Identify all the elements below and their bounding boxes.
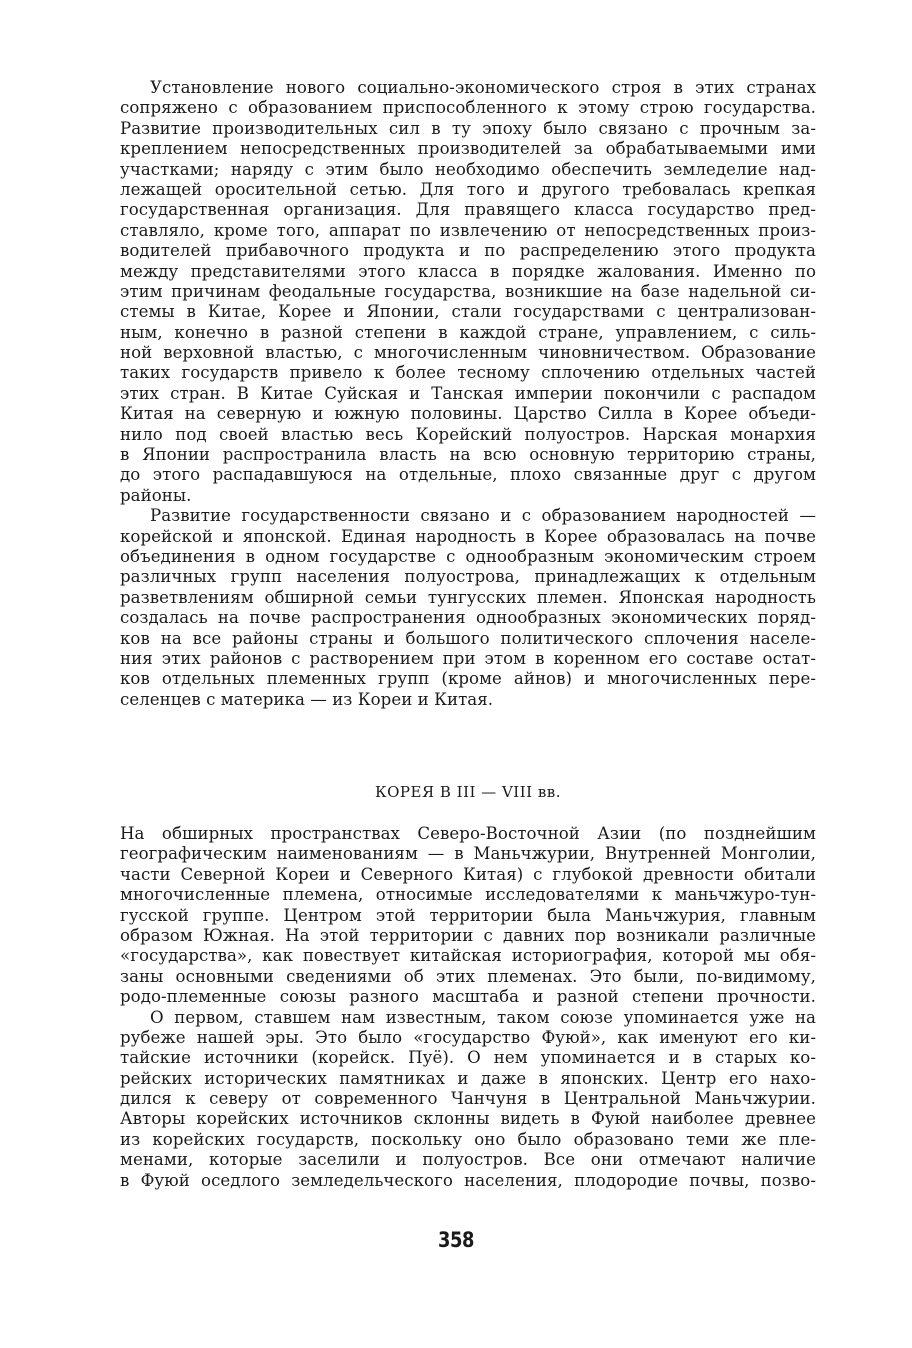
- text-line-content: объединения в одном государстве с однообразным экономическим строем: [120, 546, 816, 566]
- text-line: [120, 824, 816, 844]
- text-line-content: Развитие производительных сил в ту эпоху было связано с прочным за-: [120, 118, 816, 138]
- text-line: [120, 1069, 816, 1089]
- text-line-content: этих стран. В Китае Суйская и Танская империи покончили с распадом: [120, 383, 816, 403]
- section-heading: КОРЕЯ В III — VIII вв.: [375, 783, 561, 801]
- text-line: [120, 567, 816, 587]
- text-line-content: родо-племенные союзы разного масштаба и разной степени прочности.: [120, 987, 816, 1007]
- text-line-content: креплением непосредственных производителей за обрабатываемыми ими: [120, 139, 816, 159]
- text-line-content: разветвлениям обширной семьи тунгусских племен. Японская народность: [120, 587, 816, 607]
- text-line-content: Авторы корейских источников склонны видеть в Фуюй наиболее древнее: [120, 1109, 816, 1129]
- text-line: [120, 1028, 816, 1048]
- text-line-content: гусской группе. Центром этой территории была Маньчжурия, главным: [120, 905, 816, 925]
- page-number: 358: [438, 1228, 474, 1252]
- text-line: [120, 649, 816, 669]
- text-line: [120, 1008, 816, 1028]
- text-line: [120, 669, 816, 689]
- text-line: [120, 465, 816, 485]
- text-line: [120, 200, 816, 220]
- text-line: [120, 221, 816, 241]
- text-line: [120, 180, 816, 200]
- text-line: [120, 608, 816, 628]
- text-line-content: многочисленные племена, относимые исследователями к маньчжуро-тун-: [120, 885, 816, 905]
- text-line-content: стемы в Китае, Корее и Японии, стали государствами с централизован-: [120, 302, 816, 322]
- text-line-content: лежащей оросительной сетью. Для того и другого требовалась крепкая: [120, 179, 816, 199]
- text-line-content: заны основными сведениями об этих племенах. Это были, по-видимому,: [120, 966, 816, 986]
- paragraph: [120, 824, 816, 1008]
- text-line-content: до этого распадавшуюся на отдельные, плохо связанные друг с другом: [120, 465, 816, 485]
- text-line-content: таких государств привело к более тесному сплочению отдельных частей: [120, 363, 816, 383]
- text-line-content: корейской и японской. Единая народность в Корее образовалась на почве: [120, 526, 816, 546]
- text-line-content: между представителями этого класса в порядке жалования. Именно по: [120, 261, 816, 281]
- text-line-content: ной верховной властью, с многочисленным чиновничеством. Образование: [120, 343, 816, 363]
- text-line: [120, 486, 816, 506]
- text-line: [120, 384, 816, 404]
- text-line: [120, 282, 816, 302]
- text-line-content: в Фуюй оседлого земледельческого населения, плодородие почвы, позво-: [120, 1170, 816, 1190]
- text-line: [120, 98, 816, 118]
- text-line-content: Развитие государственности связано и с образованием народностей —: [150, 506, 816, 526]
- text-line-content: географическим наименованиям — в Маньчжурии, Внутренней Монголии,: [120, 844, 816, 864]
- section-korea: [120, 824, 816, 1191]
- text-line-content: в Японии распространила власть на всю основную территорию страны,: [120, 445, 816, 465]
- text-line-content: менами, которые заселили и полуостров. Все они отмечают наличие: [120, 1150, 816, 1170]
- text-line: [120, 844, 816, 864]
- text-line: [120, 425, 816, 445]
- text-line: [120, 119, 816, 139]
- text-line: [120, 1048, 816, 1068]
- text-line-content: ным, конечно в разной степени в каждой стране, управлением, с силь-: [120, 322, 816, 342]
- text-line: [120, 139, 816, 159]
- text-line-content: О первом, ставшем нам известным, таком союзе упоминается уже на: [150, 1007, 816, 1027]
- text-line-content: рейских исторических памятниках и даже в японских. Центр его нахо-: [120, 1068, 816, 1088]
- text-line: [120, 78, 816, 98]
- text-line-content: этим причинам феодальные государства, возникшие на базе надельной си-: [120, 281, 816, 301]
- text-line: [120, 160, 816, 180]
- text-line: [120, 1171, 816, 1191]
- text-line: [120, 690, 816, 710]
- text-line: [120, 1109, 816, 1129]
- text-line-content: ния этих районов с растворением при этом в коренном его составе остат-: [120, 648, 816, 668]
- paragraph: [120, 78, 816, 506]
- text-line-content: тайские источники (корейск. Пуё). О нем упоминается и в старых ко-: [120, 1048, 816, 1068]
- text-line-content: образом Южная. На этой территории с давних пор возникали различные: [120, 925, 816, 945]
- text-line: [120, 926, 816, 946]
- text-line: [120, 588, 816, 608]
- text-line-content: рубеже нашей эры. Это было «государство Фуюй», как именуют его ки-: [120, 1027, 816, 1047]
- text-line-content: ков на все районы страны и большого политического сплочения населе-: [120, 628, 816, 648]
- text-line: [120, 865, 816, 885]
- text-line: [120, 323, 816, 343]
- text-line-content: создалась на почве распространения однообразных экономических поряд-: [120, 608, 816, 628]
- text-line-content: Установление нового социально-экономического строя в этих странах: [150, 78, 816, 97]
- text-line: [120, 262, 816, 282]
- text-line-content: дился к северу от современного Чанчуня в Центральной Маньчжурии.: [120, 1089, 816, 1109]
- page-body: [120, 78, 816, 1190]
- text-line: [120, 343, 816, 363]
- text-line-content: государственная организация. Для правящего класса государство пред-: [120, 200, 816, 220]
- text-line: [120, 885, 816, 905]
- text-line: [120, 241, 816, 261]
- text-line: [120, 1089, 816, 1109]
- text-line: [120, 946, 816, 966]
- text-line: [120, 967, 816, 987]
- paragraph: [120, 506, 816, 710]
- text-line: [120, 404, 816, 424]
- text-line-content: участками; наряду с этим было необходимо обеспечить земледелие над-: [120, 159, 816, 179]
- text-line-content: «государства», как повествует китайская историография, которой мы обя-: [120, 946, 816, 966]
- text-line: [120, 1150, 816, 1170]
- paragraph: [120, 1008, 816, 1192]
- text-line: [120, 506, 816, 526]
- text-line-content: различных групп населения полуострова, принадлежащих к отдельным: [120, 567, 816, 587]
- text-line: [120, 1130, 816, 1150]
- text-line: [120, 629, 816, 649]
- text-line-content: нило под своей властью весь Корейский полуостров. Нарская монархия: [120, 424, 816, 444]
- text-line-content: На обширных пространствах Северо-Восточной Азии (по позднейшим: [120, 824, 816, 843]
- text-line: [120, 527, 816, 547]
- text-line-content: селенцев с материка — из Кореи и Китая.: [120, 689, 494, 709]
- text-line-content: сопряжено с образованием приспособленного к этому строю государства.: [120, 98, 816, 118]
- text-line-content: ков отдельных племенных групп (кроме айнов) и многочисленных пере-: [120, 669, 816, 689]
- text-line-content: из корейских государств, поскольку оно было образовано теми же пле-: [120, 1129, 816, 1149]
- text-line: [120, 445, 816, 465]
- section-intro: [120, 78, 816, 710]
- text-line: [120, 302, 816, 322]
- text-line: [120, 987, 816, 1007]
- text-line-content: Китая на северную и южную половины. Царство Силла в Корее объеди-: [120, 404, 816, 424]
- text-line: [120, 547, 816, 567]
- text-line: [120, 363, 816, 383]
- text-line-content: районы.: [120, 485, 192, 505]
- text-line-content: ставляло, кроме того, аппарат по извлечению от непосредственных произ-: [120, 220, 816, 240]
- text-line-content: водителей прибавочного продукта и по распределению этого продукта: [120, 241, 816, 261]
- text-line-content: части Северной Кореи и Северного Китая) с глубокой древности обитали: [120, 864, 816, 884]
- text-line: [120, 906, 816, 926]
